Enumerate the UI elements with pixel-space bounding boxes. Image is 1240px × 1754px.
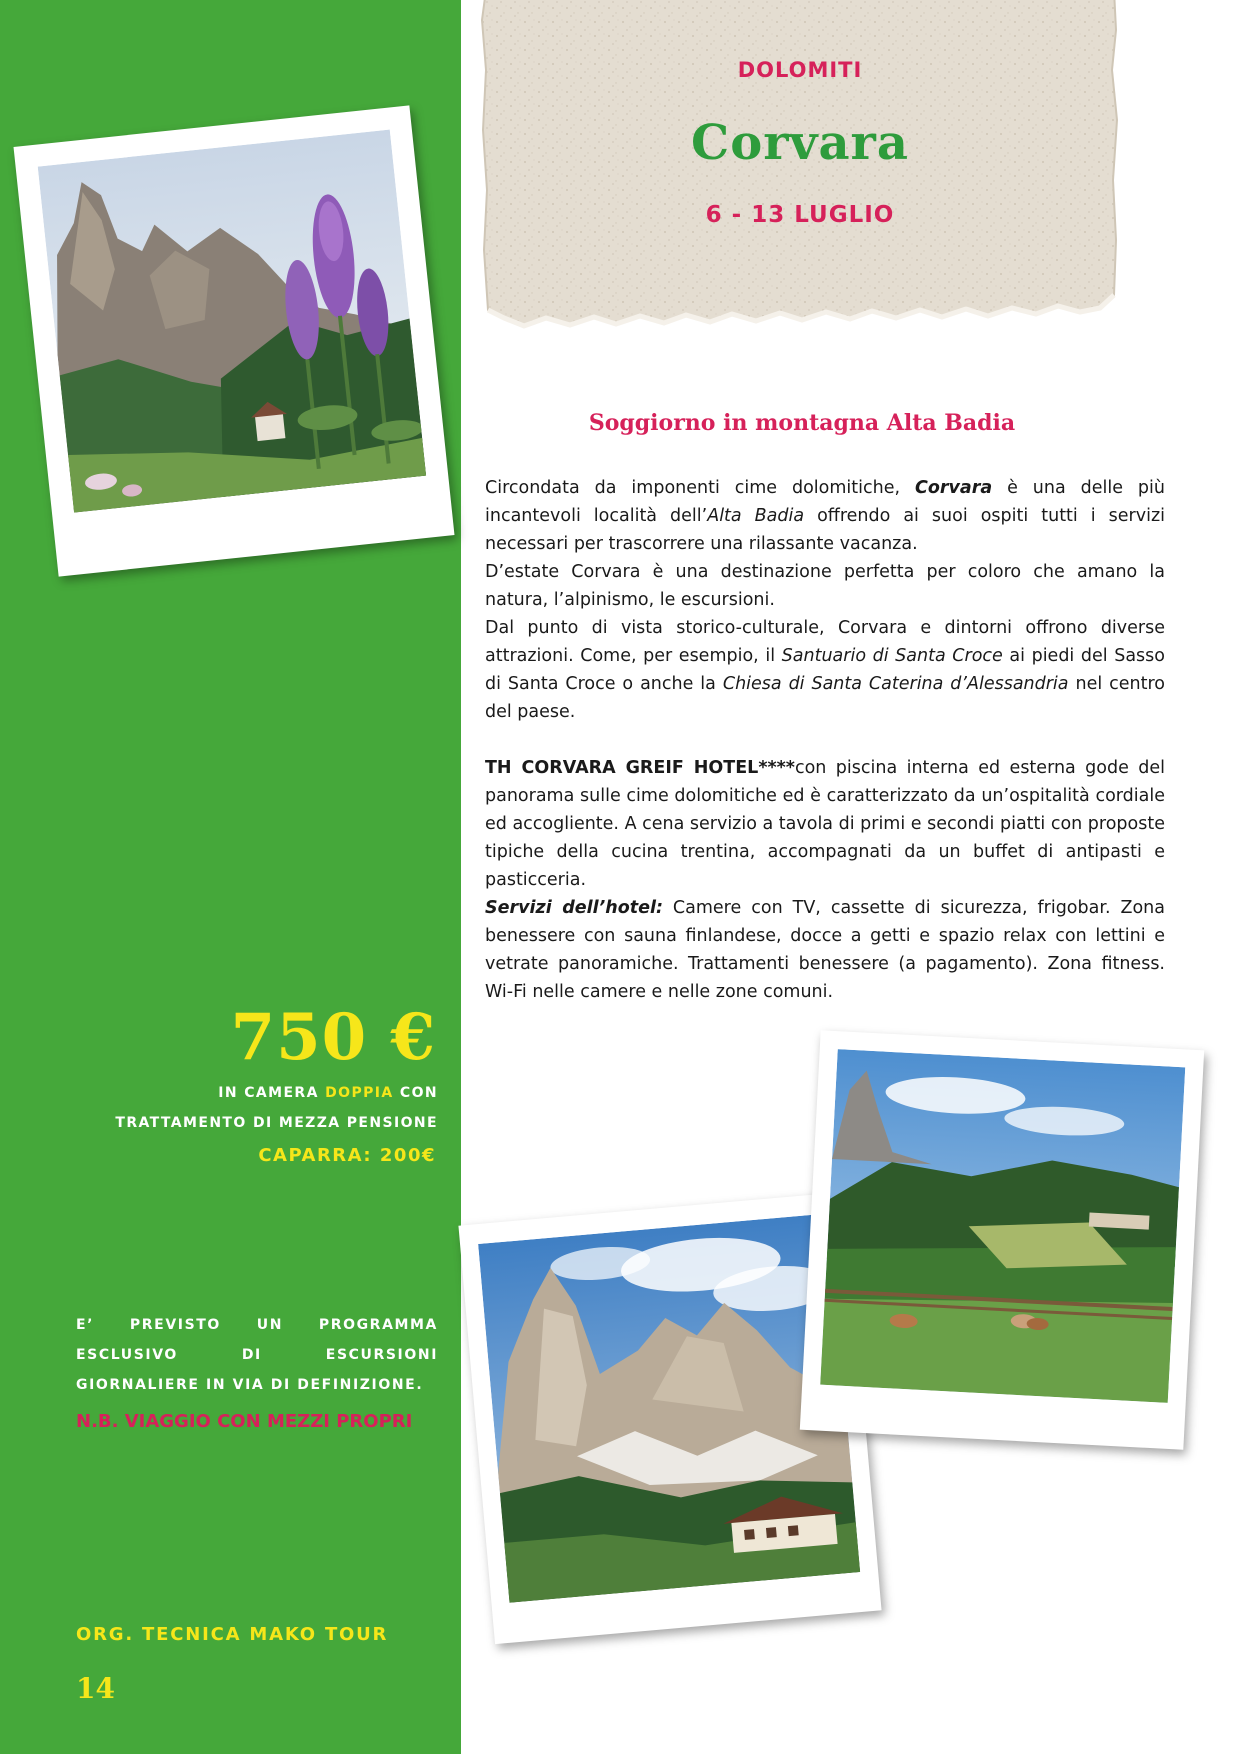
mountain-flowers-image bbox=[38, 130, 426, 513]
page-number: 14 bbox=[76, 1672, 115, 1705]
area-emphasis: Alta Badia bbox=[707, 506, 805, 526]
paper-background bbox=[480, 0, 1120, 355]
program-note: E’ PREVISTO UN PROGRAMMA ESCLUSIVO DI ESCURSIONI GIORNALIERE IN VIA DI DEFINIZIONE. bbox=[76, 1317, 438, 1393]
section-subtitle: Soggiorno in montagna Alta Badia bbox=[588, 410, 1016, 436]
town-emphasis: Corvara bbox=[915, 478, 993, 498]
hotel-services-paragraph bbox=[485, 894, 1165, 1006]
intro-paragraph-3 bbox=[485, 614, 1165, 726]
hotel-services-label: Servizi dell’hotel: bbox=[485, 898, 663, 918]
price-note-text: IN CAMERA bbox=[218, 1085, 326, 1101]
photo-mountains-flowers bbox=[14, 105, 455, 576]
intro-text: offrendo ai suoi ospiti tutti i servizi necessari per trascorrere una rilassante vacanza. bbox=[485, 506, 1165, 554]
region-label: DOLOMITI bbox=[737, 58, 863, 82]
chiesa-emphasis: Chiesa di Santa Caterina d’Alessandria bbox=[722, 674, 1069, 694]
intro-text: Dal punto di vista storico-culturale, Corvara e dintorni offrono diverse attrazioni. Come, per esempio, il bbox=[485, 618, 1165, 666]
hotel-paragraph bbox=[485, 754, 1165, 894]
room-type-highlight: DOPPIA bbox=[325, 1085, 394, 1101]
price-note-line-2: TRATTAMENTO DI MEZZA PENSIONE bbox=[115, 1115, 438, 1131]
intro-text: è una delle più incantevoli località dell’ bbox=[485, 478, 1165, 526]
intro-text: nel centro del paese. bbox=[485, 674, 1165, 722]
deposit: CAPARRA: 200€ bbox=[258, 1145, 436, 1166]
alpine-meadow-image bbox=[820, 1049, 1185, 1403]
torn-paper-header bbox=[480, 0, 1120, 355]
description-body bbox=[485, 474, 1165, 1006]
hotel-name: TH CORVARA GREIF HOTEL**** bbox=[485, 758, 795, 778]
intro-paragraph-2: D’estate Corvara è una destinazione perfetta per coloro che amano la natura, l’alpinismo, le escursioni. bbox=[485, 562, 1165, 610]
intro-paragraph-1 bbox=[485, 474, 1165, 558]
price: 750 € bbox=[230, 1000, 436, 1075]
town-title: Corvara bbox=[691, 115, 909, 171]
hotel-services-text: Camere con TV, cassette di sicurezza, frigobar. Zona benessere con sauna finlandese, docce a getti e spazio relax con lettini e vetrate panoramiche. Trattamenti benessere (a pagamento). Zona fitness. Wi-Fi nelle camere e nelle zone comuni. bbox=[485, 898, 1165, 1002]
intro-text: Circondata da imponenti cime dolomitiche, bbox=[485, 478, 915, 498]
photo-alpine-meadow bbox=[800, 1030, 1204, 1450]
travel-note: N.B. VIAGGIO CON MEZZI PROPRI bbox=[76, 1411, 413, 1432]
trip-dates: 6 - 13 LUGLIO bbox=[705, 202, 895, 228]
intro-text: ai piedi del Sasso di Santa Croce o anche la bbox=[485, 646, 1166, 694]
paragraph-gap bbox=[485, 726, 1165, 754]
price-note-line-1 bbox=[40, 1078, 438, 1108]
hotel-description: con piscina interna ed esterna gode del panorama sulle cime dolomitiche ed è caratterizzato da un’ospitalità cordiale ed accogliente. A cena servizio a tavola di primi e secondi piatti con proposte tipiche della cucina trentina, accompagnati da un buffet di antipasti e pasticceria. bbox=[485, 758, 1166, 890]
organizer: ORG. TECNICA MAKO TOUR bbox=[76, 1624, 389, 1645]
santuario-emphasis: Santuario di Santa Croce bbox=[781, 646, 1003, 666]
price-note-text: CON bbox=[393, 1085, 438, 1101]
price-note bbox=[40, 1078, 438, 1138]
